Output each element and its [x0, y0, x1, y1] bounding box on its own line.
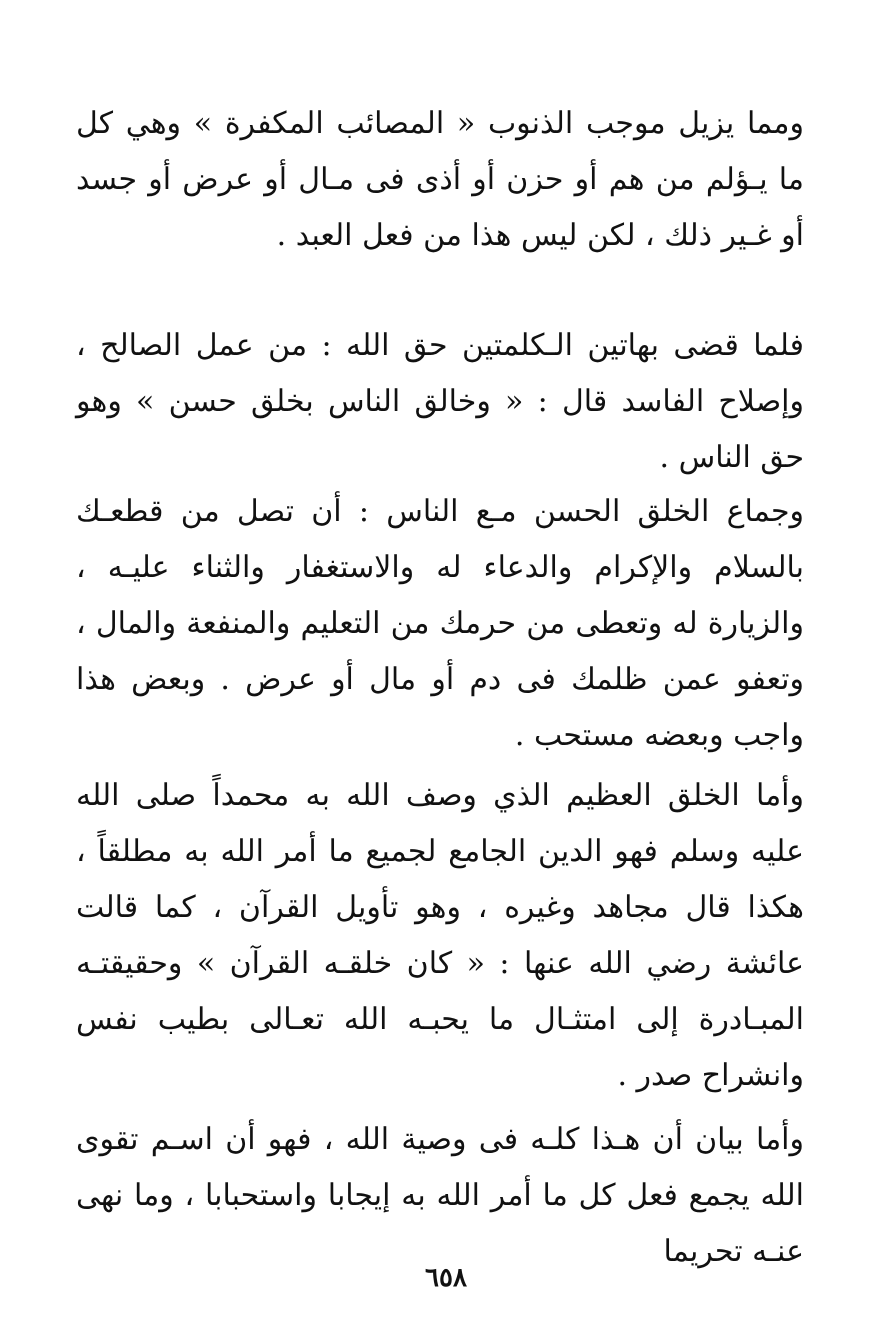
paragraph-3: وجماع الخلق الحسن مـع الناس : أن تصل من قطعـك بالسلام والإكرام والدعاء له والاستغفار والثناء عليـه ، والزيارة له وتعطى من حرمك من التعليم والمنفعة والمال ، وتعفو عمن ظلمك فى دم أو مال أو عرض . وبعض هذا واجب وبعضه مستحب . [76, 494, 804, 753]
paragraph-2: فلما قضى بهاتين الـكلمتين حق الله : من عمل الصالح ، وإصلاح الفاسد قال : « وخالق الناس بخلق حسن » وهو حق الناس . [76, 328, 804, 475]
paragraph-5: وأما بيان أن هـذا كلـه فى وصية الله ، فهو أن اسـم تقوى الله يجمع فعل كل ما أمر الله به إيجابا واستحبابا ، وما نهى عنـه تحريما [76, 1122, 804, 1269]
paragraph-4: وأما الخلق العظيم الذي وصف الله به محمداً صلى الله عليه وسلم فهو الدين الجامع لجميع ما أمر الله به مطلقاً ، هكذا قال مجاهد وغيره ، وهو تأويل القرآن ، كما قالت عائشة رضي الله عنها : « كان خلقـه القرآن » وحقيقتـه المبـادرة إلى امتثـال ما يحبـه الله تعـالى بطيب نفس وانشراح صدر . [76, 778, 804, 1093]
page-number: ٦٥٨ [425, 1263, 467, 1293]
paragraph-1: ومما يزيل موجب الذنوب « المصائب المكفرة » وهي كل ما يـؤلم من هم أو حزن أو أذى فى مـال أو عرض أو جسد أو غـير ذلك ، لكن ليس هذا من فعل العبد . [76, 106, 804, 253]
